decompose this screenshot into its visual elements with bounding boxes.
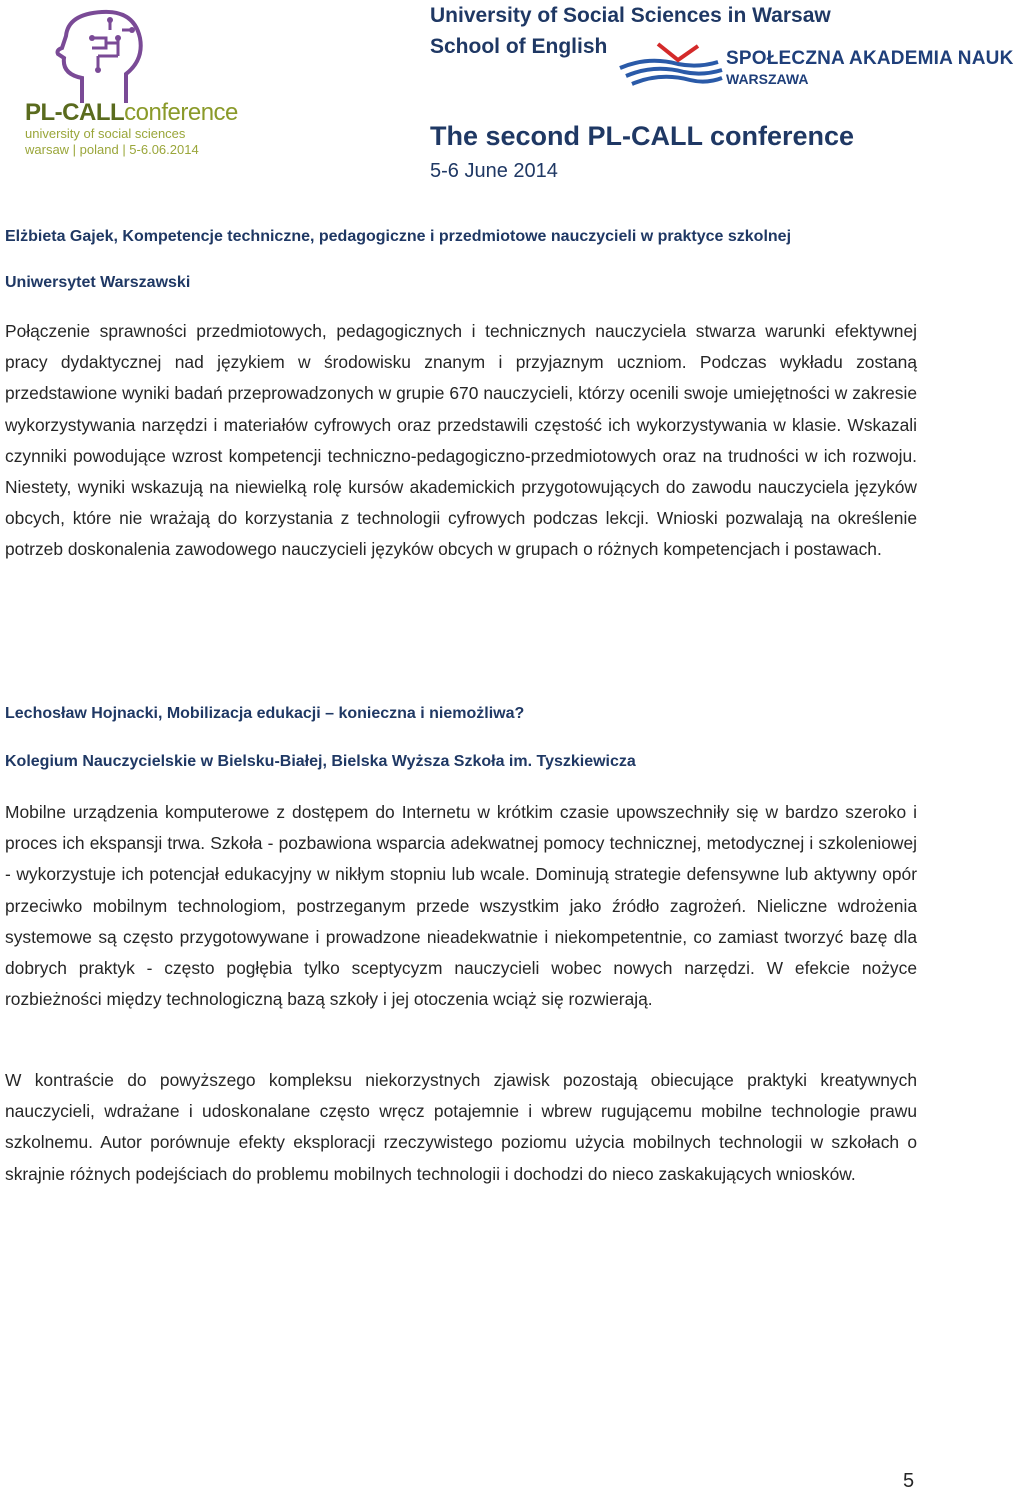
entry-affiliation: Uniwersytet Warszawski: [5, 274, 191, 291]
page-number: 5: [903, 1470, 915, 1492]
entry-title: Elżbieta Gajek, Kompetencje techniczne, pedagogiczne i przedmiotowe nauczycieli w praktyce szkolnej: [5, 228, 792, 245]
entry-paragraph: W kontraście do powyższego kompleksu niekorzystnych zjawisk pozostają obiecujące praktyki kreatywnych nauczycieli, wdrażane i udoskonalane często wręcz potajemnie i wbrew rugującemu mobilne technologie prawu szkolnemu. Autor porównuje efekty eksploracji rzeczywistego poziomu użycia mobilnych technologii w szkołach o skrajnie różnych podejściach do problemu mobilnych technologii i dochodzi do nieco zaskakujących wniosków.: [5, 1070, 917, 1184]
san-name: SPOŁECZNA AKADEMIA NAUK: [726, 48, 1014, 69]
entry-affiliation-block: [5, 751, 917, 773]
abstract-entry: [5, 703, 917, 725]
entry-title: Lechosław Hojnacki, Mobilizacja edukacji – konieczna i niemożliwa?: [5, 705, 525, 722]
school-name: School of English: [430, 35, 608, 58]
university-name: University of Social Sciences in Warsaw: [430, 4, 831, 27]
logo-line-3: warsaw | poland | 5-6.06.2014: [25, 142, 199, 157]
entry-body: [5, 797, 917, 1015]
abstract-entry: [5, 226, 917, 248]
entry-paragraph: Połączenie sprawności przedmiotowych, pedagogicznych i technicznych nauczyciela stwarza warunki efektywnej pracy dydaktycznej nad językiem w środowisku znanym i przyjaznym uczniom. Podczas wykładu zostaną przedstawione wyniki badań przeprowadzonych w grupie 670 nauczycieli, którzy ocenili swoje umiejętności w zakresie wykorzystywania narzędzi i materiałów cyfrowych oraz przedstawili częstość ich wykorzystywania w klasie. Wskazali czynniki powodujące wzrost kompetencji techniczno-pedagogiczno-przedmiotowych oraz na trudności w ich rozwoju. Niestety, wyniki wskazują na niewielką rolę kursów akademickich przygotowujących do zawodu nauczyciela języków obcych, które nie wrażają do korzystania z technologii cyfrowych podczas lekcji. Wnioski pozwalają na określenie potrzeb doskonalenia zawodowego nauczycieli języków obcych w grupach o różnych kompetencjach i postawach.: [5, 321, 917, 560]
entry-paragraph: Mobilne urządzenia komputerowe z dostępem do Internetu w krótkim czasie upowszechniły się w bardzo szeroko i proces ich ekspansji trwa. Szkoła - pozbawiona wsparcia adekwatnej pomocy technicznej, metodycznej i szkoleniowej - wykorzystuje ich potencjał edukacyjny w nikłym stopniu lub wcale. Dominują strategie defensywne lub aktywny opór przeciwko mobilnym technologiom, postrzeganym przede wszystkim jako źródło zagrożeń. Nieliczne wdrożenia systemowe są często przygotowywane i prowadzone nieadekwatnie i niekompetentnie, co zamiast tworzyć bazę dla dobrych praktyk - często pogłębia tylko sceptycyzm nauczycieli wobec nowych narzędzi. W efekcie nożyce rozbieżności między technologiczną bazą szkoły i jej otoczenia wciąż się rozwierają.: [5, 802, 917, 1010]
entry-body: [5, 316, 917, 566]
entry-body: [5, 1065, 917, 1190]
conference-title: The second PL-CALL conference: [430, 121, 855, 151]
san-city: WARSZAWA: [726, 71, 809, 87]
entry-affiliation: Kolegium Nauczycielskie w Bielsku-Białej, Bielska Wyższa Szkoła im. Tyszkiewicza: [5, 753, 636, 770]
head-profile-icon: [22, 8, 222, 108]
entry-affiliation-block: [5, 272, 917, 294]
conference-date: 5-6 June 2014: [430, 160, 558, 182]
logo-line-1: PL-CALLconference: [25, 99, 238, 126]
conference-logo-text: [25, 100, 238, 158]
logo-line-2: university of social sciences: [25, 126, 186, 141]
